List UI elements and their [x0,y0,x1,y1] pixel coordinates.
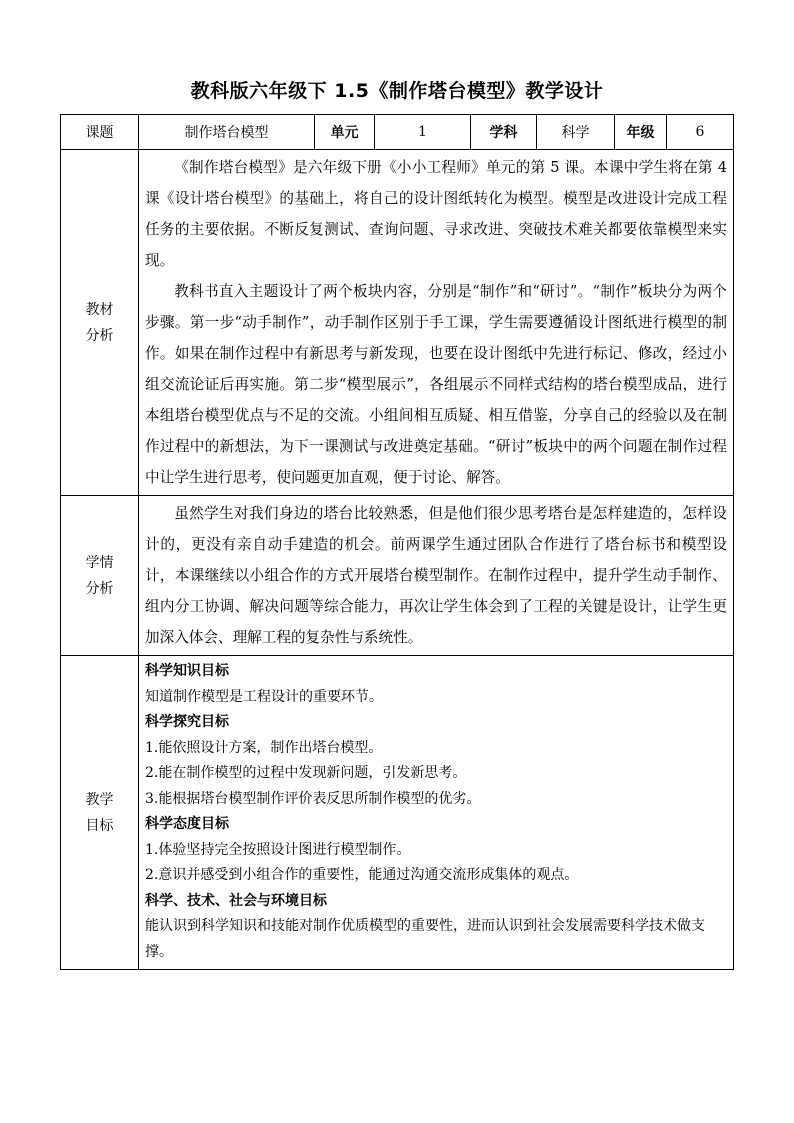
sts-goal-heading: 科学、技术、社会与环境目标 [145,892,327,909]
material-analysis-paragraph-2: 教科书直入主题设计了两个板块内容，分别是“制作”和“研讨”。“制作”板块分为两个步骤。第一步“动手制作”，动手制作区别于手工课，学生需要遵循设计图纸进行模型的制作。如果在制作过程中有新思考与新发现，也要在设计图纸中先进行标记、修改，经过小组交流论证后再实施。第二步“模型展示”，各组展示不同样式结构的塔台模型成品，进行本组塔台模型优点与不足的交流。小组间相互质疑、相互借鉴，分享自己的经验以及在制作过程中的新想法，为下一课测试与改进奠定基础。“研讨”板块中的两个问题在制作过程中让学生进行思考，使问题更加直观，便于讨论、解答。 [145,283,727,486]
topic-label: 课题 [61,115,139,150]
grade-value: 6 [667,115,734,150]
unit-label: 单元 [315,115,375,150]
attitude-goal-item: 1.体验坚持完全按照设计图进行模型制作。 [145,841,411,858]
grade-label: 年级 [615,115,667,150]
teaching-goals-row [61,656,734,970]
material-analysis-paragraph-1: 《制作塔台模型》是六年级下册《小小工程师》单元的第 5 课。本课中学生将在第 4 课《设计塔台模型》的基础上，将自己的设计图纸转化为模型。模型是改进设计完成工程任务的主要依据。不断反复测试、查询问题、寻求改进、突破技术难关都要依靠模型来实现。 [145,159,727,269]
inquiry-goal-item: 3.能根据塔台模型制作评价表反思所制作模型的优劣。 [145,790,481,807]
teaching-goals-content [139,656,734,970]
teaching-goals-label-line-1: 教学 [85,791,114,808]
teaching-goals-label-line-2: 目标 [85,817,114,834]
student-analysis-row [61,496,734,656]
lesson-plan-table [60,114,734,970]
subject-value: 科学 [537,115,615,150]
material-analysis-content [139,150,734,496]
topic-value: 制作塔台模型 [139,115,315,150]
teaching-goals-label [61,656,139,970]
student-analysis-label [61,496,139,656]
material-analysis-label-line-2: 分析 [85,327,114,344]
material-analysis-label [61,150,139,496]
inquiry-goal-item: 1.能依照设计方案，制作出塔台模型。 [145,739,383,756]
attitude-goal-item: 2.意识并感受到小组合作的重要性，能通过沟通交流形成集体的观点。 [145,867,579,883]
material-analysis-row [61,150,734,496]
student-analysis-label-line-1: 学情 [85,554,114,571]
header-row [61,115,734,150]
subject-label: 学科 [471,115,537,150]
material-analysis-label-line-1: 教材 [85,301,114,318]
student-analysis-label-line-2: 分析 [85,580,114,597]
knowledge-goal-item: 知道制作模型是工程设计的重要环节。 [145,688,383,705]
inquiry-goal-item: 2.能在制作模型的过程中发现新问题，引发新思考。 [145,765,467,781]
student-analysis-paragraph: 虽然学生对我们身边的塔台比较熟悉，但是他们很少思考塔台是怎样建造的，怎样设计的，更没有亲自动手建造的机会。前两课学生通过团队合作进行了塔台标书和模型设计，本课继续以小组合作的方式开展塔台模型制作。在制作过程中，提升学生动手制作、组内分工协调、解决问题等综合能力，再次让学生体会到了工程的关键是设计，让学生更加深入体会、理解工程的复杂性与系统性。 [145,505,727,646]
document-title: 教科版六年级下 1.5《制作塔台模型》教学设计 [190,80,604,102]
inquiry-goal-heading: 科学探究目标 [145,714,229,730]
student-analysis-content [139,496,734,656]
attitude-goal-heading: 科学态度目标 [145,816,229,832]
unit-value: 1 [375,115,471,150]
knowledge-goal-heading: 科学知识目标 [145,663,229,679]
sts-goal-item: 能认识到科学知识和技能对制作优质模型的重要性，进而认识到社会发展需要科学技术做支撑。 [145,918,705,960]
